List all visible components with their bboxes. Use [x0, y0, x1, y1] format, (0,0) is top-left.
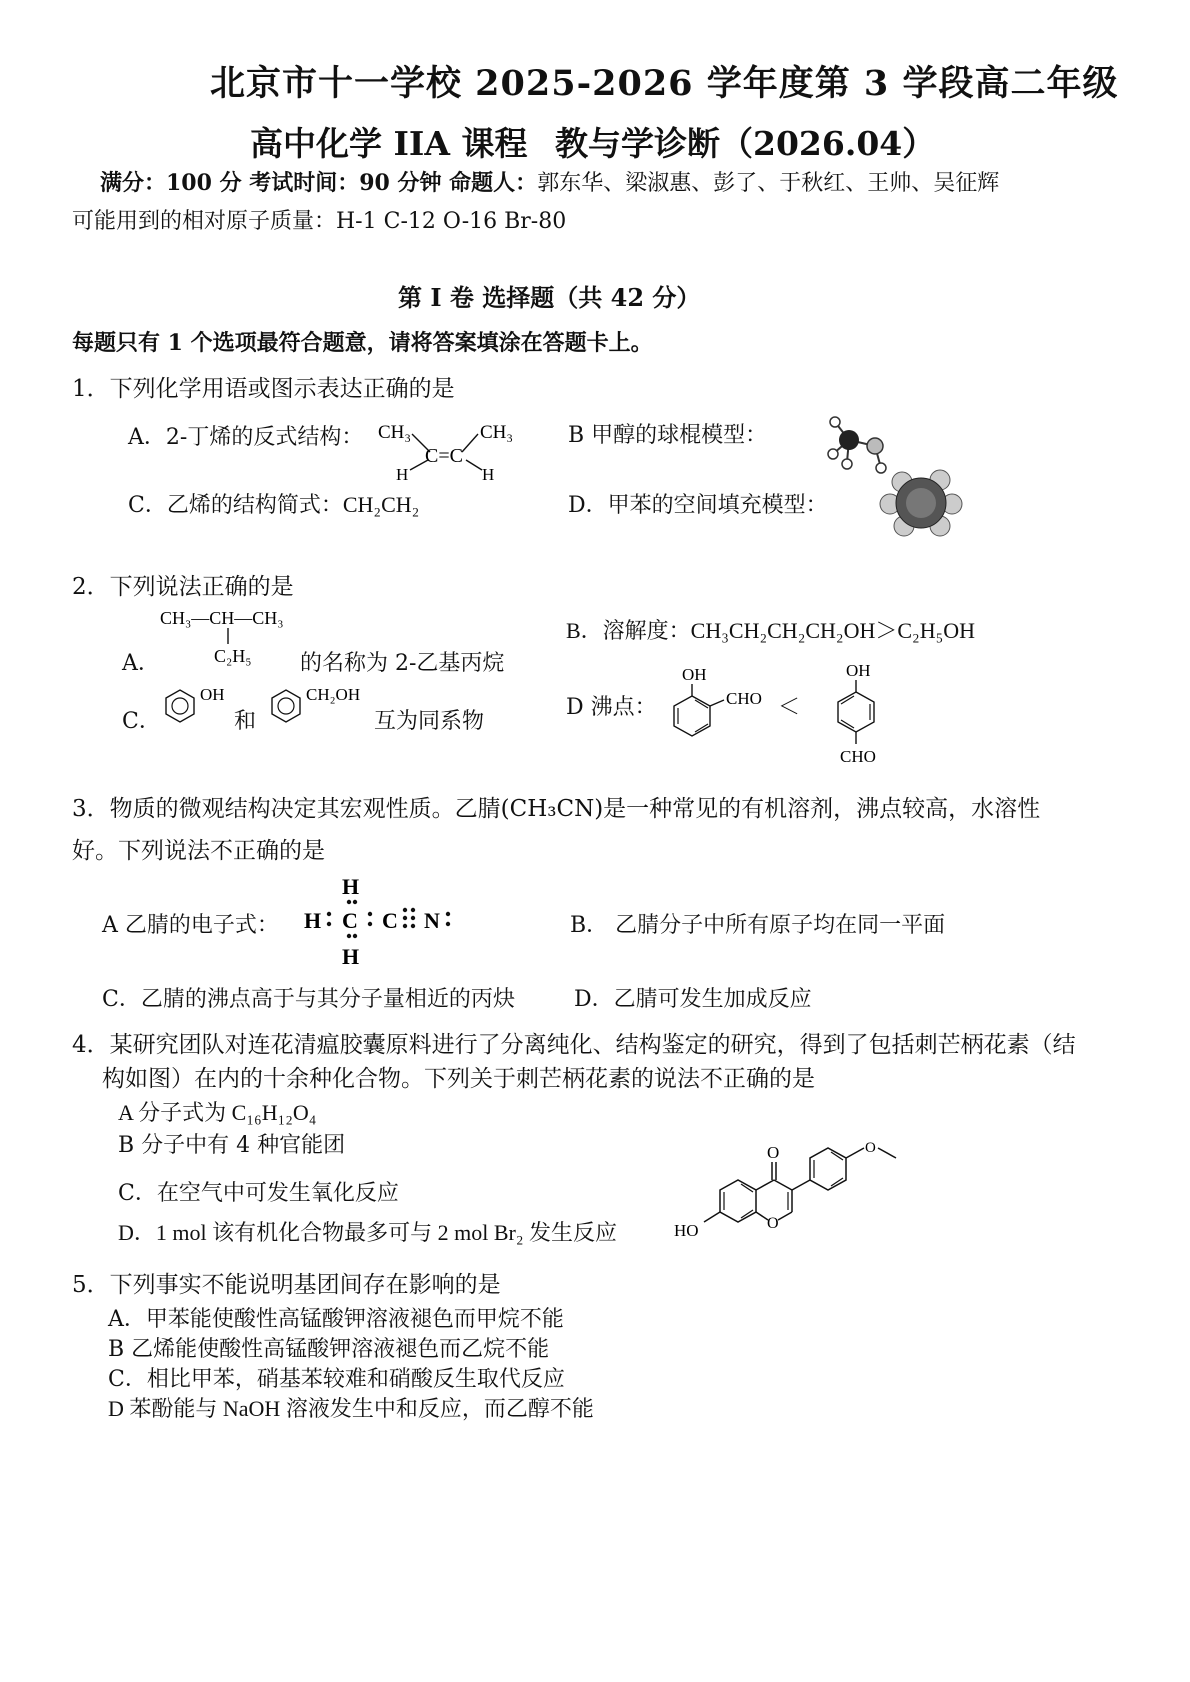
exam-meta: 满分：100 分 考试时间：90 分钟 命题人：	[100, 170, 538, 196]
q2-option-d-label: D 沸点：	[566, 695, 657, 720]
svg-text:CH₃: CH₃	[378, 422, 412, 443]
q2-option-c-text: 互为同系物	[374, 709, 485, 734]
q3-option-d: D．乙腈可发生加成反应	[574, 987, 812, 1012]
q1-option-a: A．2-丁烯的反式结构：	[128, 425, 364, 450]
q5-option-d: D 苯酚能与 NaOH 溶液发生中和反应，而乙醇不能	[108, 1396, 594, 1421]
svg-text:O: O	[767, 1215, 779, 1232]
svg-text:OH: OH	[682, 665, 707, 684]
svg-text:C₂H₅: C₂H₅	[214, 646, 252, 666]
q5-option-a: A．甲苯能使酸性高锰酸钾溶液褪色而甲烷不能	[108, 1307, 564, 1332]
p-hydroxybenzaldehyde-structure	[826, 658, 906, 768]
svg-text:C: C	[342, 908, 358, 933]
salicylaldehyde-structure	[664, 660, 784, 750]
q5-stem: 5．下列事实不能说明基团间存在影响的是	[72, 1272, 501, 1298]
q4-option-a: A 分子式为 C₁₆H₁₂O₄	[118, 1100, 317, 1125]
benzyl-alcohol-structure	[262, 684, 382, 734]
exam-title: 北京市十一学校 2025-2026 学年度第 3 学段高二年级	[210, 63, 1119, 104]
q1-option-c	[128, 488, 419, 519]
q3-option-a-label: A 乙腈的电子式：	[102, 913, 279, 938]
q4-option-d: D．1 mol 该有机化合物最多可与 2 mol Br₂ 发生反应	[118, 1220, 618, 1245]
svg-text:C: C	[382, 908, 398, 933]
q3-stem-line1: 3．物质的微观结构决定其宏观性质。乙腈(CH₃CN)是一种常见的有机溶剂，沸点较高，水溶性	[72, 796, 1041, 822]
svg-text:O: O	[767, 1143, 780, 1162]
svg-text:H: H	[482, 465, 495, 484]
q2-option-a-text: 的名称为 2-乙基丙烷	[300, 651, 505, 676]
q3-option-b: B． 乙腈分子中所有原子均在同一平面	[570, 913, 946, 938]
svg-text:CHO: CHO	[840, 747, 876, 766]
svg-text:HO: HO	[674, 1221, 699, 1240]
q2-option-a-label: A．	[122, 651, 160, 676]
q4-option-b: B 分子中有 4 种官能团	[118, 1133, 346, 1158]
q2-option-b: B．溶解度：CH₃CH₂CH₂CH₂OH＞C₂H₅OH	[566, 618, 976, 643]
svg-text:OH: OH	[200, 685, 225, 704]
formononetin-structure	[668, 1120, 958, 1260]
trans-2-butene-structure	[370, 418, 530, 488]
q2a-structure	[158, 604, 308, 668]
q1-option-c-formula: CH₂CH₂	[342, 492, 420, 517]
svg-text:C=C: C=C	[425, 445, 463, 467]
q1-option-d: D．甲苯的空间填充模型：	[568, 493, 828, 518]
q5-option-c: C．相比甲苯，硝基苯较难和硝酸反生取代反应	[108, 1367, 565, 1392]
svg-text:CH₃: CH₃	[480, 422, 514, 443]
toluene-space-filling-model	[882, 468, 962, 538]
q3-stem-line2: 好。下列说法不正确的是	[72, 838, 325, 864]
q5-option-b: B 乙烯能使酸性高锰酸钾溶液褪色而乙烷不能	[108, 1337, 550, 1362]
q1-stem: 1．下列化学用语或图示表达正确的是	[72, 376, 455, 402]
q2-option-d-less-than: ＜	[778, 695, 801, 720]
svg-text:CHO: CHO	[726, 689, 762, 708]
svg-text:OH: OH	[846, 661, 871, 680]
svg-text:H: H	[342, 874, 360, 899]
section-instruction: 每题只有 1 个选项最符合题意，请将答案填涂在答题卡上。	[72, 330, 653, 356]
atomic-masses: 可能用到的相对原子质量：H-1 C-12 O-16 Br-80	[72, 209, 567, 234]
exam-authors: 郭东华、梁淑惠、彭了、于秋红、王帅、吴征辉	[537, 171, 1000, 196]
svg-text:N: N	[424, 908, 440, 933]
q4-option-c: C．在空气中可发生氧化反应	[118, 1181, 399, 1206]
svg-text:H: H	[342, 944, 360, 969]
svg-text:CH₃—CH—CH₃: CH₃—CH—CH₃	[160, 608, 284, 628]
svg-text:H: H	[396, 465, 409, 484]
q3-option-c: C．乙腈的沸点高于与其分子量相近的丙炔	[102, 987, 515, 1012]
q2-option-c-label: C．	[122, 709, 161, 734]
svg-text:O: O	[865, 1140, 876, 1156]
diagnosis-title: 教与学诊断（2026.04）	[555, 124, 936, 163]
section-title: 第 I 卷 选择题（共 42 分）	[398, 283, 701, 312]
q1-option-c-label: C．乙烯的结构简式：	[128, 493, 343, 518]
acetonitrile-electron-formula	[300, 872, 460, 968]
course-title: 高中化学 IIA 课程	[250, 124, 528, 163]
q1-option-b: B 甲醇的球棍模型：	[568, 423, 768, 448]
q4-stem-line2: 构如图）在内的十余种化合物。下列关于刺芒柄花素的说法不正确的是	[102, 1066, 815, 1092]
svg-text:CH₂OH: CH₂OH	[306, 685, 361, 704]
svg-text:H: H	[304, 908, 322, 933]
q2-option-c-and: 和	[234, 709, 257, 734]
q2-stem: 2．下列说法正确的是	[72, 574, 294, 600]
phenol-structure	[156, 684, 236, 734]
q4-stem-line1: 4．某研究团队对连花清瘟胶囊原料进行了分离纯化、结构鉴定的研究，得到了包括刺芒柄花素（结	[72, 1032, 1076, 1058]
